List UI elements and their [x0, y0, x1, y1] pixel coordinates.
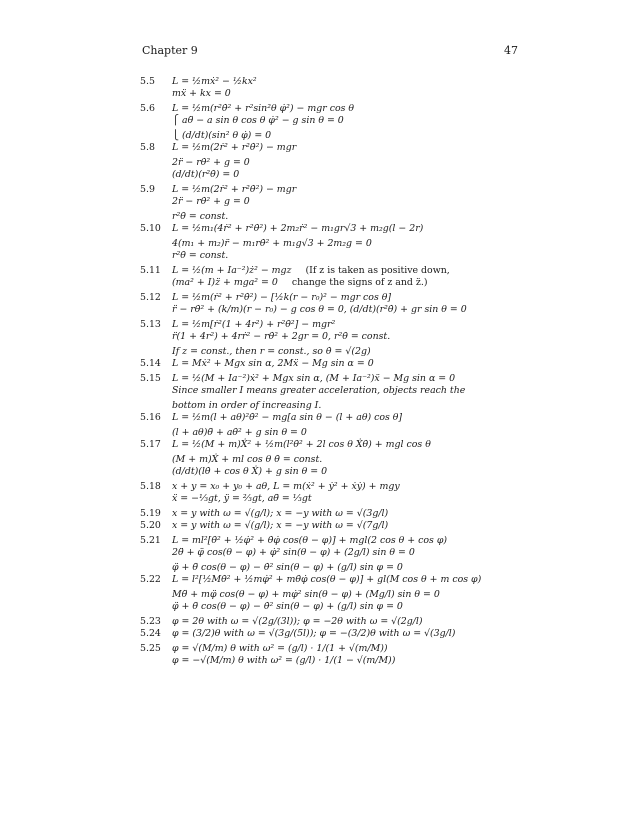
solution-line — [140, 292, 540, 304]
solution-line — [140, 427, 540, 439]
solution-line — [140, 184, 540, 196]
equation: 2r̈ − rθ̇² + g = 0 — [172, 196, 250, 207]
equation: r̈ − rθ̇² + (k/m)(r − r₀) − g cos θ = 0, (d/dt)(r²θ̇) + gr sin θ = 0 — [172, 304, 467, 315]
solution-line — [140, 589, 540, 601]
problem-number: 5.23 — [140, 616, 161, 627]
equation: L = ½(m + Ia⁻²)ż² − mgz — [172, 265, 292, 276]
equation: L = ½m₁(4ṙ² + r²θ̇²) + 2m₂ṙ² − m₁gr√3 + m₂g(l − 2r) — [172, 223, 424, 234]
problem-number: 5.8 — [140, 142, 155, 153]
equation: L = ½m(ṙ² + r²θ̇²) − [½k(r − r₀)² − mgr cos θ] — [172, 292, 392, 303]
solution-line — [140, 358, 540, 373]
equation: (l + aθ)θ̈ + aθ̇² + g sin θ = 0 — [172, 427, 307, 438]
solution-line — [140, 346, 540, 358]
solution-line — [140, 601, 540, 616]
solution-line — [140, 547, 540, 562]
equation: If z = const., then r = const., so θ̇ = √(2g) — [172, 346, 371, 357]
page-number: 47 — [504, 44, 518, 57]
equation: r²θ̇ = const. — [172, 250, 229, 261]
equation: Mθ̈ + mφ̈ cos(θ − φ) + mφ̇² sin(θ − φ) + (Mg/l) sin θ = 0 — [172, 589, 440, 600]
solution-line — [140, 373, 540, 385]
problem-number: 5.14 — [140, 358, 161, 369]
problem-number: 5.25 — [140, 643, 161, 654]
equation: Since smaller I means greater acceleration, objects reach the — [172, 385, 466, 396]
equation: (ma² + I)z̈ + mga² = 0 — [172, 277, 278, 288]
problem-number: 5.13 — [140, 319, 161, 330]
equation: L = ½(M + m)Ẋ² + ½m(l²θ̇² + 2l cos θ Ẋθ̇) + mgl cos θ — [172, 439, 431, 450]
solution-line — [140, 250, 540, 265]
equation: mẍ + kx = 0 — [172, 88, 231, 99]
equation: L = l²[½Mθ̇² + ½mφ̇² + mθ̇φ̇ cos(θ − φ)] + gl(M cos θ + m cos φ) — [172, 574, 482, 585]
problem-number: 5.11 — [140, 265, 161, 276]
solution-line — [140, 535, 540, 547]
problem-number: 5.20 — [140, 520, 161, 531]
solution-line — [140, 520, 540, 535]
solution-line — [140, 238, 540, 250]
solution-line — [140, 277, 540, 292]
equation: x + y = x₀ + y₀ + aθ, L = m(ẋ² + ẏ² + ẋẏ) + mgy — [172, 481, 400, 492]
equation: r²θ̇ = const. — [172, 211, 229, 222]
equation: 4(m₁ + m₂)r̈ − m₁rθ̇² + m₁g√3 + 2m₂g = 0 — [172, 238, 372, 249]
equation: φ = (3/2)θ with ω = √(3g/(5l)); φ = −(3/2)θ with ω = √(3g/l) — [172, 628, 456, 639]
problem-number: 5.9 — [140, 184, 155, 195]
equation: L = ½(M + Ia⁻²)ẋ² + Mgx sin α, (M + Ia⁻²)ẍ − Mg sin α = 0 — [172, 373, 456, 384]
solutions-list — [140, 76, 540, 670]
problem-number: 5.15 — [140, 373, 161, 384]
solution-line — [140, 142, 540, 157]
solution-line — [140, 628, 540, 643]
equation: L = ½m(r²θ̇² + r²sin²θ φ̇²) − mgr cos θ — [172, 103, 355, 114]
equation: bottom in order of increasing I. — [172, 400, 322, 411]
solution-line — [140, 331, 540, 346]
problem-number: 5.6 — [140, 103, 155, 114]
solution-line — [140, 412, 540, 427]
solution-line — [140, 385, 540, 400]
solution-line — [140, 562, 540, 574]
solution-line — [140, 76, 540, 88]
equation: (M + m)Ẋ + ml cos θ θ̇ = const. — [172, 454, 323, 465]
remark: (If z is taken as positive down, — [305, 265, 450, 276]
equation: φ̈ + θ̈ cos(θ − φ) − θ̇² sin(θ − φ) + (g/l) sin φ = 0 — [172, 562, 403, 573]
equation: x = y with ω = √(g/l); x = −y with ω = √(7g/l) — [172, 520, 389, 531]
problem-number: 5.5 — [140, 76, 155, 87]
solution-line — [140, 169, 540, 184]
solution-line — [140, 466, 540, 481]
equation: x = y with ω = √(g/l); x = −y with ω = √(3g/l) — [172, 508, 389, 519]
problem-number: 5.18 — [140, 481, 161, 492]
solution-line — [140, 574, 540, 589]
remark: change the signs of z and z̈.) — [291, 277, 428, 288]
solution-line — [140, 508, 540, 520]
solution-line — [140, 130, 540, 142]
problem-number: 5.10 — [140, 223, 161, 234]
page-header — [142, 44, 518, 60]
solution-line — [140, 115, 540, 130]
equation: L = ml²[θ̇² + ½φ̇² + θ̇φ̇ cos(θ − φ)] + mgl(2 cos θ + cos φ) — [172, 535, 448, 546]
solution-line — [140, 304, 540, 319]
equation: (d/dt)(r²θ̇) = 0 — [172, 169, 240, 180]
problem-number: 5.17 — [140, 439, 161, 450]
solution-line — [140, 454, 540, 466]
equation: ⎧ aθ̈ − a sin θ cos θ φ̇² − g sin θ = 0 — [172, 115, 344, 126]
problem-number: 5.12 — [140, 292, 161, 303]
equation: r̈(1 + 4r²) + 4rṙ² − rθ̇² + 2gr = 0, r²θ̇ = const. — [172, 331, 391, 342]
solution-line — [140, 400, 540, 412]
equation: L = ½m(l + aθ)²θ̇² − mg[a sin θ − (l + aθ) cos θ] — [172, 412, 403, 423]
solution-line — [140, 493, 540, 508]
solution-line — [140, 157, 540, 169]
solution-line — [140, 643, 540, 655]
solution-line — [140, 481, 540, 493]
solution-line — [140, 319, 540, 331]
solution-line — [140, 439, 540, 454]
problem-number: 5.22 — [140, 574, 161, 585]
solution-line — [140, 103, 540, 115]
solution-line — [140, 655, 540, 670]
problem-number: 5.21 — [140, 535, 161, 546]
chapter-title: Chapter 9 — [142, 44, 198, 57]
solution-line — [140, 616, 540, 628]
problem-number: 5.24 — [140, 628, 161, 639]
equation: ẍ = −⅓gt, ÿ = ⅔gt, aθ̈ = ⅓gt — [172, 493, 312, 504]
equation: 2θ̈ + φ̈ cos(θ − φ) + φ̇² sin(θ − φ) + (2g/l) sin θ = 0 — [172, 547, 415, 558]
equation: L = ½m[ṙ²(1 + 4r²) + r²θ̇²] − mgr² — [172, 319, 336, 330]
equation: (d/dt)(lθ̇ + cos θ Ẋ) + g sin θ = 0 — [172, 466, 328, 477]
solution-line — [140, 223, 540, 238]
solution-line — [140, 196, 540, 211]
equation: L = ½m(2ṙ² + r²θ̇²) − mgr — [172, 142, 297, 153]
equation: φ = √(M/m) θ with ω² = (g/l) · 1/(1 + √(m/M)) — [172, 643, 388, 654]
equation: L = Mẋ² + Mgx sin α, 2Mẍ − Mg sin α = 0 — [172, 358, 374, 369]
solution-line — [140, 88, 540, 103]
equation: 2r̈ − rθ̇² + g = 0 — [172, 157, 250, 168]
problem-number: 5.16 — [140, 412, 161, 423]
equation: φ = 2θ with ω = √(2g/(3l)); φ = −2θ with ω = √(2g/l) — [172, 616, 423, 627]
solution-line — [140, 211, 540, 223]
equation: φ̈ + θ̈ cos(θ − φ) − θ̇² sin(θ − φ) + (g/l) sin φ = 0 — [172, 601, 403, 612]
equation: L = ½mẋ² − ½kx² — [172, 76, 257, 87]
solution-line — [140, 265, 540, 277]
equation: φ = −√(M/m) θ with ω² = (g/l) · 1/(1 − √(m/M)) — [172, 655, 396, 666]
equation: ⎩ (d/dt)(sin² θ φ̇) = 0 — [172, 130, 272, 141]
equation: L = ½m(2ṙ² + r²θ̇²) − mgr — [172, 184, 297, 195]
problem-number: 5.19 — [140, 508, 161, 519]
